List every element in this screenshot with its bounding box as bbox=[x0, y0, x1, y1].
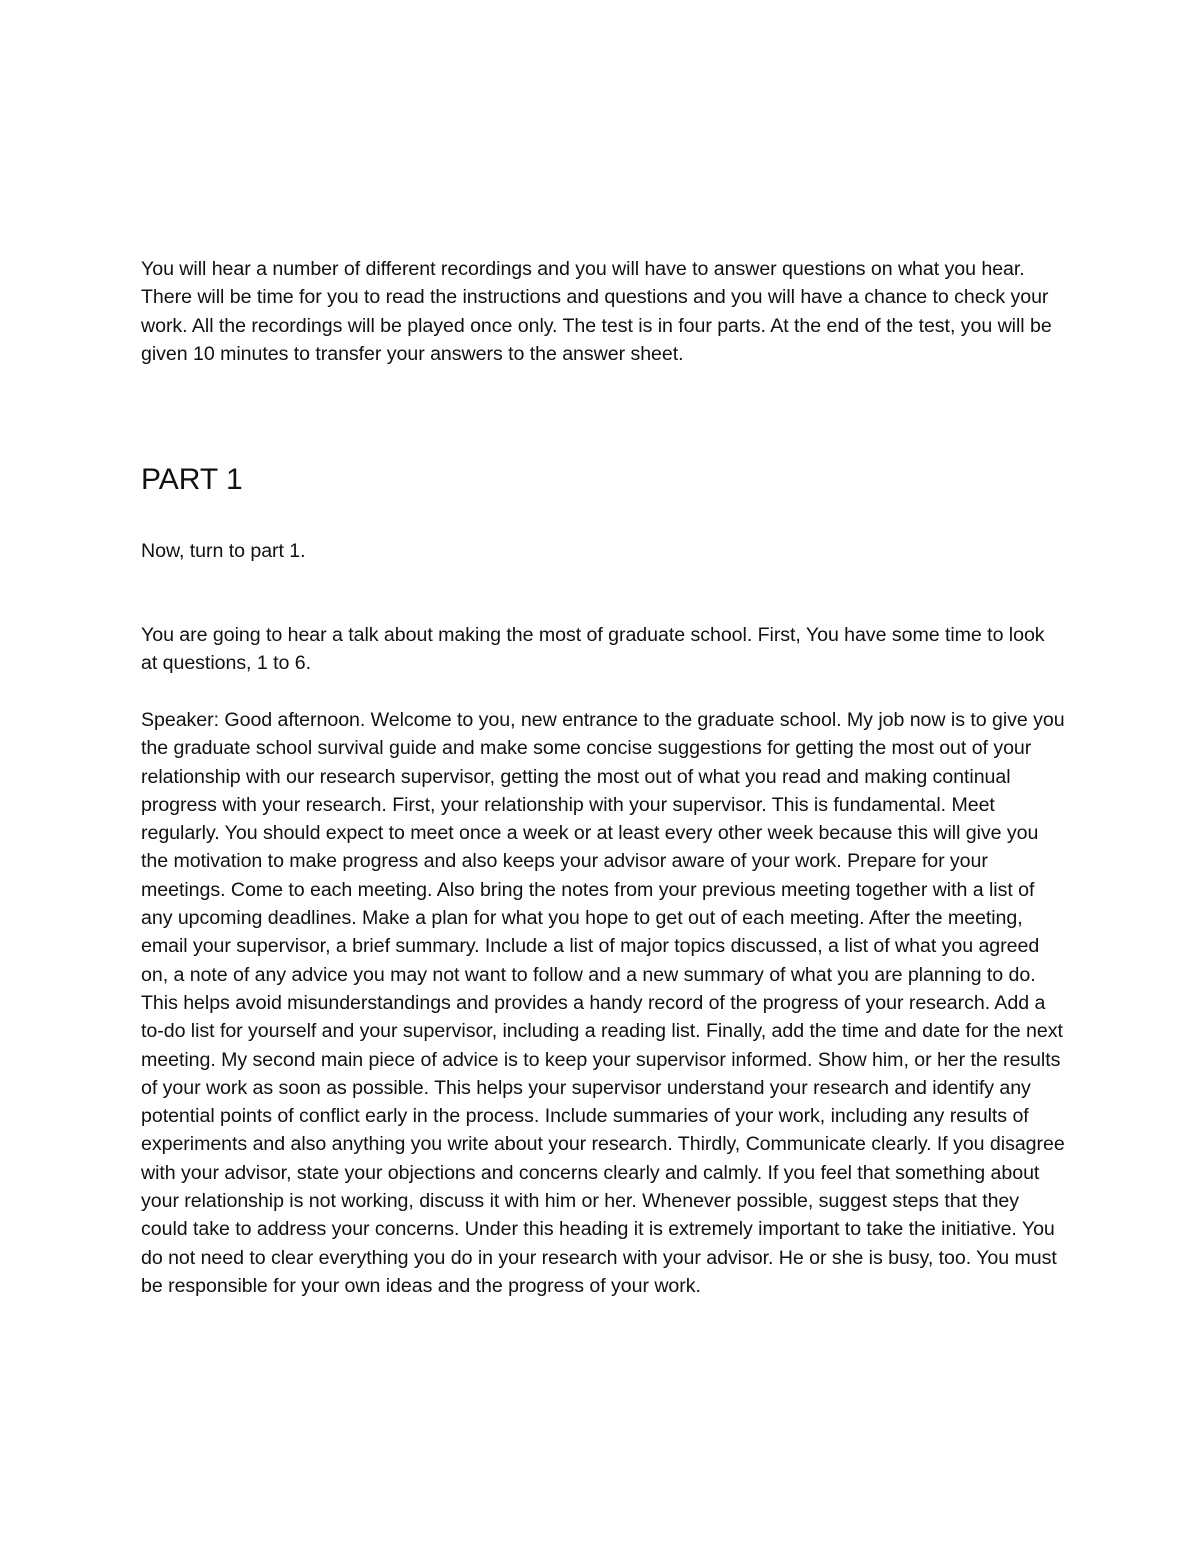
document-body bbox=[141, 255, 1066, 1297]
talk-intro-paragraph: You are going to hear a talk about making the most of graduate school. First, You have some time to look at questions, 1 to 6. bbox=[141, 624, 1045, 675]
turn-instruction: Now, turn to part 1. bbox=[141, 540, 306, 562]
part-heading: PART 1 bbox=[141, 463, 243, 496]
speaker-paragraph: Speaker: Good afternoon. Welcome to you, new entrance to the graduate school. My job now is to give you the graduate school survival guide and make some concise suggestions for getting the most out of your relationship with our research supervisor, getting the most out of what you read and making continual progress with your research. First, your relationship with your supervisor. This is fundamental. Meet regularly. You should expect to meet once a week or at least every other week because this will give you the motivation to make progress and also keeps your advisor aware of your work. Prepare for your meetings. Come to each meeting. Also bring the notes from your previous meeting together with a list of any upcoming deadlines. Make a plan for what you hope to get out of each meeting. After the meeting, email your supervisor, a brief summary. Include a list of major topics discussed, a list of what you agreed on, a note of any advice you may not want to follow and a new summary of what you are planning to do. This helps avoid misunderstandings and provides a handy record of the progress of your research. Add a to-do list for yourself and your supervisor, including a reading list. Finally, add the time and date for the next meeting. My second main piece of advice is to keep your supervisor informed. Show him, or her the results of your work as soon as possible. This helps your supervisor understand your research and identify any potential points of conflict early in the process. Include summaries of your work, including any results of experiments and also anything you write about your research. Thirdly, Communicate clearly. If you disagree with your advisor, state your objections and concerns clearly and calmly. If you feel that something about your relationship is not working, discuss it with him or her. Whenever possible, suggest steps that they could take to address your concerns. Under this heading it is extremely important to take the initiative. You do not need to clear everything you do in your research with your advisor. He or she is busy, too. You must be responsible for your own ideas and the progress of your work. bbox=[141, 709, 1065, 1297]
intro-paragraph: You will hear a number of different recordings and you will have to answer questions on what you hear. There will be time for you to read the instructions and questions and you will have a chance to check your work. All the recordings will be played once only. The test is in four parts. At the end of the test, you will be given 10 minutes to transfer your answers to the answer sheet. bbox=[141, 258, 1052, 365]
